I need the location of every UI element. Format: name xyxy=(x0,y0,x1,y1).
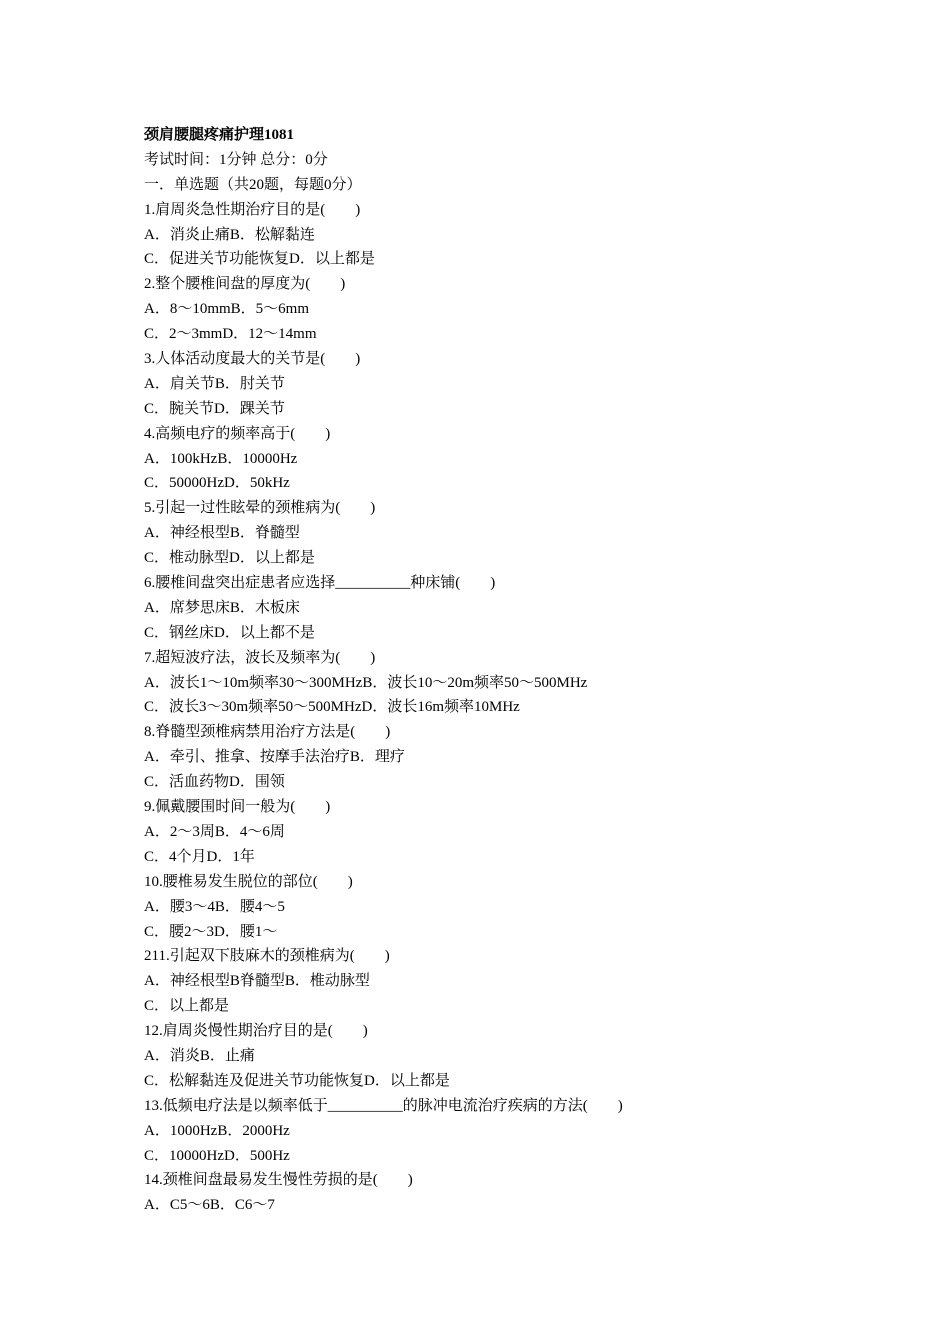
question-8-options-ab: A．牵引、推拿、按摩手法治疗B．理疗 xyxy=(144,749,405,766)
question-6-options-ab: A．席梦思床B．木板床 xyxy=(144,599,300,616)
section-heading: 一．单选题（共20题，每题0分） xyxy=(144,176,362,193)
question-6-options-cd: C．钢丝床D．以上都不是 xyxy=(144,624,315,641)
document-body xyxy=(144,123,844,1218)
question-4: 4.高频电疗的频率高于( ) xyxy=(144,425,331,442)
question-1-options-ab: A．消炎止痛B．松解黏连 xyxy=(144,226,315,243)
question-5: 5.引起一过性眩晕的颈椎病为( ) xyxy=(144,500,376,517)
question-14-options-ab: A．C5～6B．C6～7 xyxy=(144,1197,275,1214)
question-11-options-c: C．以上都是 xyxy=(144,998,230,1015)
question-9-options-ab: A．2～3周B．4～6周 xyxy=(144,823,285,840)
question-10: 10.腰椎易发生脱位的部位( ) xyxy=(144,873,353,890)
question-6: 6.腰椎间盘突出症患者应选择__________种床铺( ) xyxy=(144,575,496,592)
question-10-options-cd: C．腰2～3D．腰1～ xyxy=(144,923,278,940)
question-7-options-ab: A．波长1～10m频率30～300MHzB．波长10～20m频率50～500MHz xyxy=(144,674,588,691)
question-3: 3.人体活动度最大的关节是( ) xyxy=(144,351,361,368)
question-4-options-ab: A．100kHzB．10000Hz xyxy=(144,450,298,467)
question-1-options-cd: C．促进关节功能恢复D．以上都是 xyxy=(144,251,375,268)
question-7-options-cd: C．波长3～30m频率50～500MHzD．波长16m频率10MHz xyxy=(144,699,520,716)
question-10-options-ab: A．腰3～4B．腰4～5 xyxy=(144,898,285,915)
question-12-options-ab: A．消炎B．止痛 xyxy=(144,1047,255,1064)
question-2: 2.整个腰椎间盘的厚度为( ) xyxy=(144,276,346,293)
question-13-options-cd: C．10000HzD．500Hz xyxy=(144,1147,290,1164)
question-5-options-ab: A．神经根型B．脊髓型 xyxy=(144,525,300,542)
question-14: 14.颈椎间盘最易发生慢性劳损的是( ) xyxy=(144,1172,413,1189)
question-12-options-cd: C．松解黏连及促进关节功能恢复D．以上都是 xyxy=(144,1072,450,1089)
question-12: 12.肩周炎慢性期治疗目的是( ) xyxy=(144,1023,368,1040)
question-2-options-cd: C．2～3mmD．12～14mm xyxy=(144,326,317,343)
question-3-options-cd: C．腕关节D．踝关节 xyxy=(144,400,285,417)
question-11-options-ab: A．神经根型B脊髓型B．椎动脉型 xyxy=(144,973,370,990)
question-11: 211.引起双下肢麻木的颈椎病为( ) xyxy=(144,948,390,965)
question-3-options-ab: A．肩关节B．肘关节 xyxy=(144,375,285,392)
question-8: 8.脊髓型颈椎病禁用治疗方法是( ) xyxy=(144,724,391,741)
question-5-options-cd: C．椎动脉型D．以上都是 xyxy=(144,550,315,567)
question-1: 1.肩周炎急性期治疗目的是( ) xyxy=(144,201,361,218)
question-9-options-cd: C．4个月D．1年 xyxy=(144,848,255,865)
question-9: 9.佩戴腰围时间一般为( ) xyxy=(144,799,331,816)
question-2-options-ab: A．8～10mmB．5～6mm xyxy=(144,301,310,318)
question-8-options-cd: C．活血药物D．围领 xyxy=(144,774,285,791)
exam-info: 考试时间：1分钟 总分：0分 xyxy=(144,151,328,168)
question-13-options-ab: A．1000HzB．2000Hz xyxy=(144,1122,290,1139)
question-4-options-cd: C．50000HzD．50kHz xyxy=(144,475,290,492)
question-7: 7.超短波疗法，波长及频率为( ) xyxy=(144,649,376,666)
question-13: 13.低频电疗法是以频率低于__________的脉冲电流治疗疾病的方法( ) xyxy=(144,1097,623,1114)
document-title: 颈肩腰腿疼痛护理1081 xyxy=(144,127,295,143)
